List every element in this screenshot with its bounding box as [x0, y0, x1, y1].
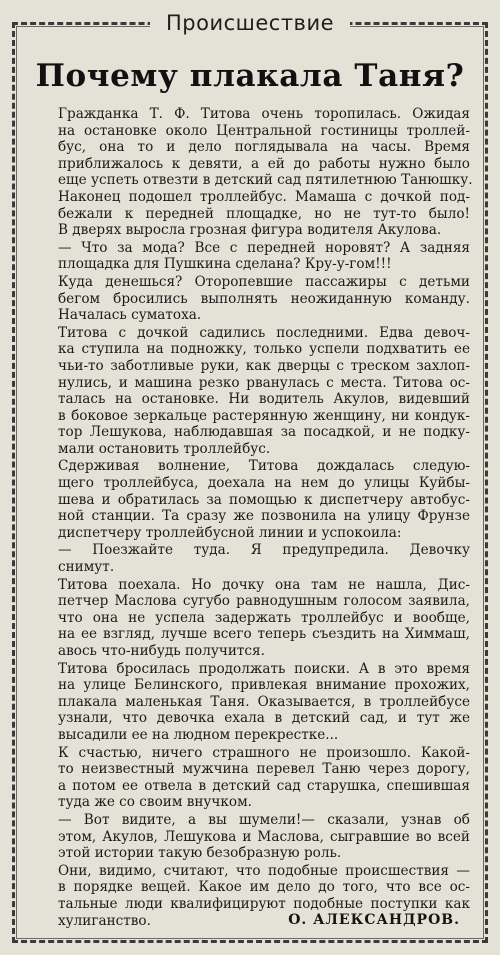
- text-line: приближалось к девяти, а ей до работы нужно было: [58, 155, 470, 172]
- text-line: Титова бросилась продолжать поиски. А в это время: [58, 660, 470, 677]
- text-line: хулиганство.: [58, 912, 151, 929]
- text-line: тор Лешукова, наблюдавшая за посадкой, и не подку-: [58, 424, 470, 441]
- article-paragraph: [30, 661, 470, 744]
- text-line: ной станции. Та сразу же позвонила на улицу Фрунзе: [58, 508, 470, 525]
- text-line: Началась суматоха.: [58, 307, 202, 324]
- article-paragraph: [30, 577, 470, 660]
- text-line: шева и обратилась за помощью к диспетчеру автобус-: [58, 491, 470, 508]
- text-line: бус, она то и дело поглядывала на часы. Время: [58, 139, 470, 156]
- text-line: бежали к передней площадке, но не тут-то было!: [58, 205, 470, 222]
- text-line: площадка для Пушкина сделана? Кру-у-гом!!!: [58, 256, 392, 273]
- text-line: плакала маленькая Таня. Оказывается, в троллейбусе: [58, 693, 470, 710]
- text-line: диспетчеру троллейбусной линии и успокоила:: [58, 524, 402, 541]
- text-line: — Поезжайте туда. Я предупредила. Девочку: [58, 542, 470, 559]
- text-line: К счастью, ничего страшного не произошло. Какой-: [58, 744, 470, 761]
- text-line: мали остановить троллейбус.: [58, 440, 271, 457]
- text-line: Гражданка Т. Ф. Титова очень торопилась. Ожидая: [58, 106, 470, 122]
- text-line: этом, Акулов, Лешукова и Маслова, сыгравшие во всей: [58, 828, 470, 845]
- article-paragraph: [30, 325, 470, 458]
- text-line: тальные люди квалифицируют подобные поступки как: [58, 895, 470, 912]
- text-line: щего троллейбуса, доехала на нем до улицы Куйбы-: [58, 475, 470, 492]
- text-line: еще успеть отвезти в детский сад пятилетнюю Танюшку.: [58, 172, 473, 189]
- article-paragraph: [30, 106, 473, 239]
- text-line: бегом бросились выполнять неожиданную команду.: [58, 290, 470, 307]
- text-line: туда же со своим внучком.: [58, 794, 252, 811]
- text-line: Наконец подошел троллейбус. Мамаша с дочкой под-: [58, 188, 470, 205]
- text-line: Они, видимо, считают, что подобные происшествия —: [58, 862, 470, 879]
- article-paragraph: [30, 745, 470, 811]
- article-paragraph: [30, 458, 470, 541]
- article-paragraph: [30, 542, 470, 575]
- text-line: нулись, и машина резко рванулась с места. Титова ос-: [58, 374, 470, 391]
- article-paragraph: [30, 274, 470, 324]
- text-line: Куда денешься? Оторопевшие пассажиры с детьми: [58, 273, 470, 290]
- text-line: снимут.: [58, 559, 115, 576]
- article-headline: Почему плакала Таня?: [35, 58, 465, 94]
- text-line: в боковое зеркальце растерянную женщину, ни кондук-: [58, 407, 470, 424]
- author-signature: О. АЛЕКСАНДРОВ.: [288, 912, 460, 928]
- text-line: чьи-то заботливые руки, как дверцы с треском захлоп-: [58, 357, 470, 374]
- text-line: этой истории такую безобразную роль.: [58, 845, 342, 862]
- text-line: Сдерживая волнение, Титова дождалась следую-: [58, 458, 470, 475]
- text-line: талась на остановке. Ни водитель Акулов, видевший: [58, 391, 470, 408]
- text-line: а потом ее отвела в детский сад старушка, спешившая: [58, 777, 470, 794]
- text-line: петчер Маслова сугубо равнодушным голосом заявила,: [58, 593, 470, 610]
- text-line: Титова с дочкой садились последними. Едва девоч-: [58, 324, 470, 341]
- text-line: ка ступила на подножку, только успели подхватить ее: [58, 341, 470, 358]
- article-paragraph: [30, 812, 470, 862]
- text-line: В дверях выросла грозная фигура водителя Акулова.: [58, 222, 442, 239]
- text-line: на ее взгляд, лучше всего теперь съездить на Химмаш,: [58, 626, 470, 643]
- rubric-label: Происшествие: [150, 8, 350, 38]
- text-line: на остановке около Центральной гостиницы троллей-: [58, 122, 470, 139]
- text-line: — Вот видите, а вы шумели!— сказали, узнав об: [58, 811, 470, 828]
- article-paragraph: [30, 240, 470, 273]
- text-line: в порядке вещей. Какое им дело до того, что все ос-: [58, 879, 470, 896]
- text-line: то неизвестный мужчина перевел Таню через дорогу,: [58, 761, 470, 778]
- article-body: [30, 106, 473, 930]
- text-line: — Что за мода? Все с передней норовят? А задняя: [58, 239, 470, 256]
- text-line: Титова поехала. Но дочку она там не нашла, Дис-: [58, 576, 470, 593]
- text-line: высадили ее на людном перекрестке...: [58, 726, 339, 743]
- text-line: что она не успела задержать троллейбус и вообще,: [58, 609, 470, 626]
- text-line: авось что-нибудь получится.: [58, 643, 265, 659]
- text-line: на улице Белинского, привлекая внимание прохожих,: [58, 677, 470, 694]
- text-line: узнали, что девочка ехала в детский сад, и тут же: [58, 710, 470, 727]
